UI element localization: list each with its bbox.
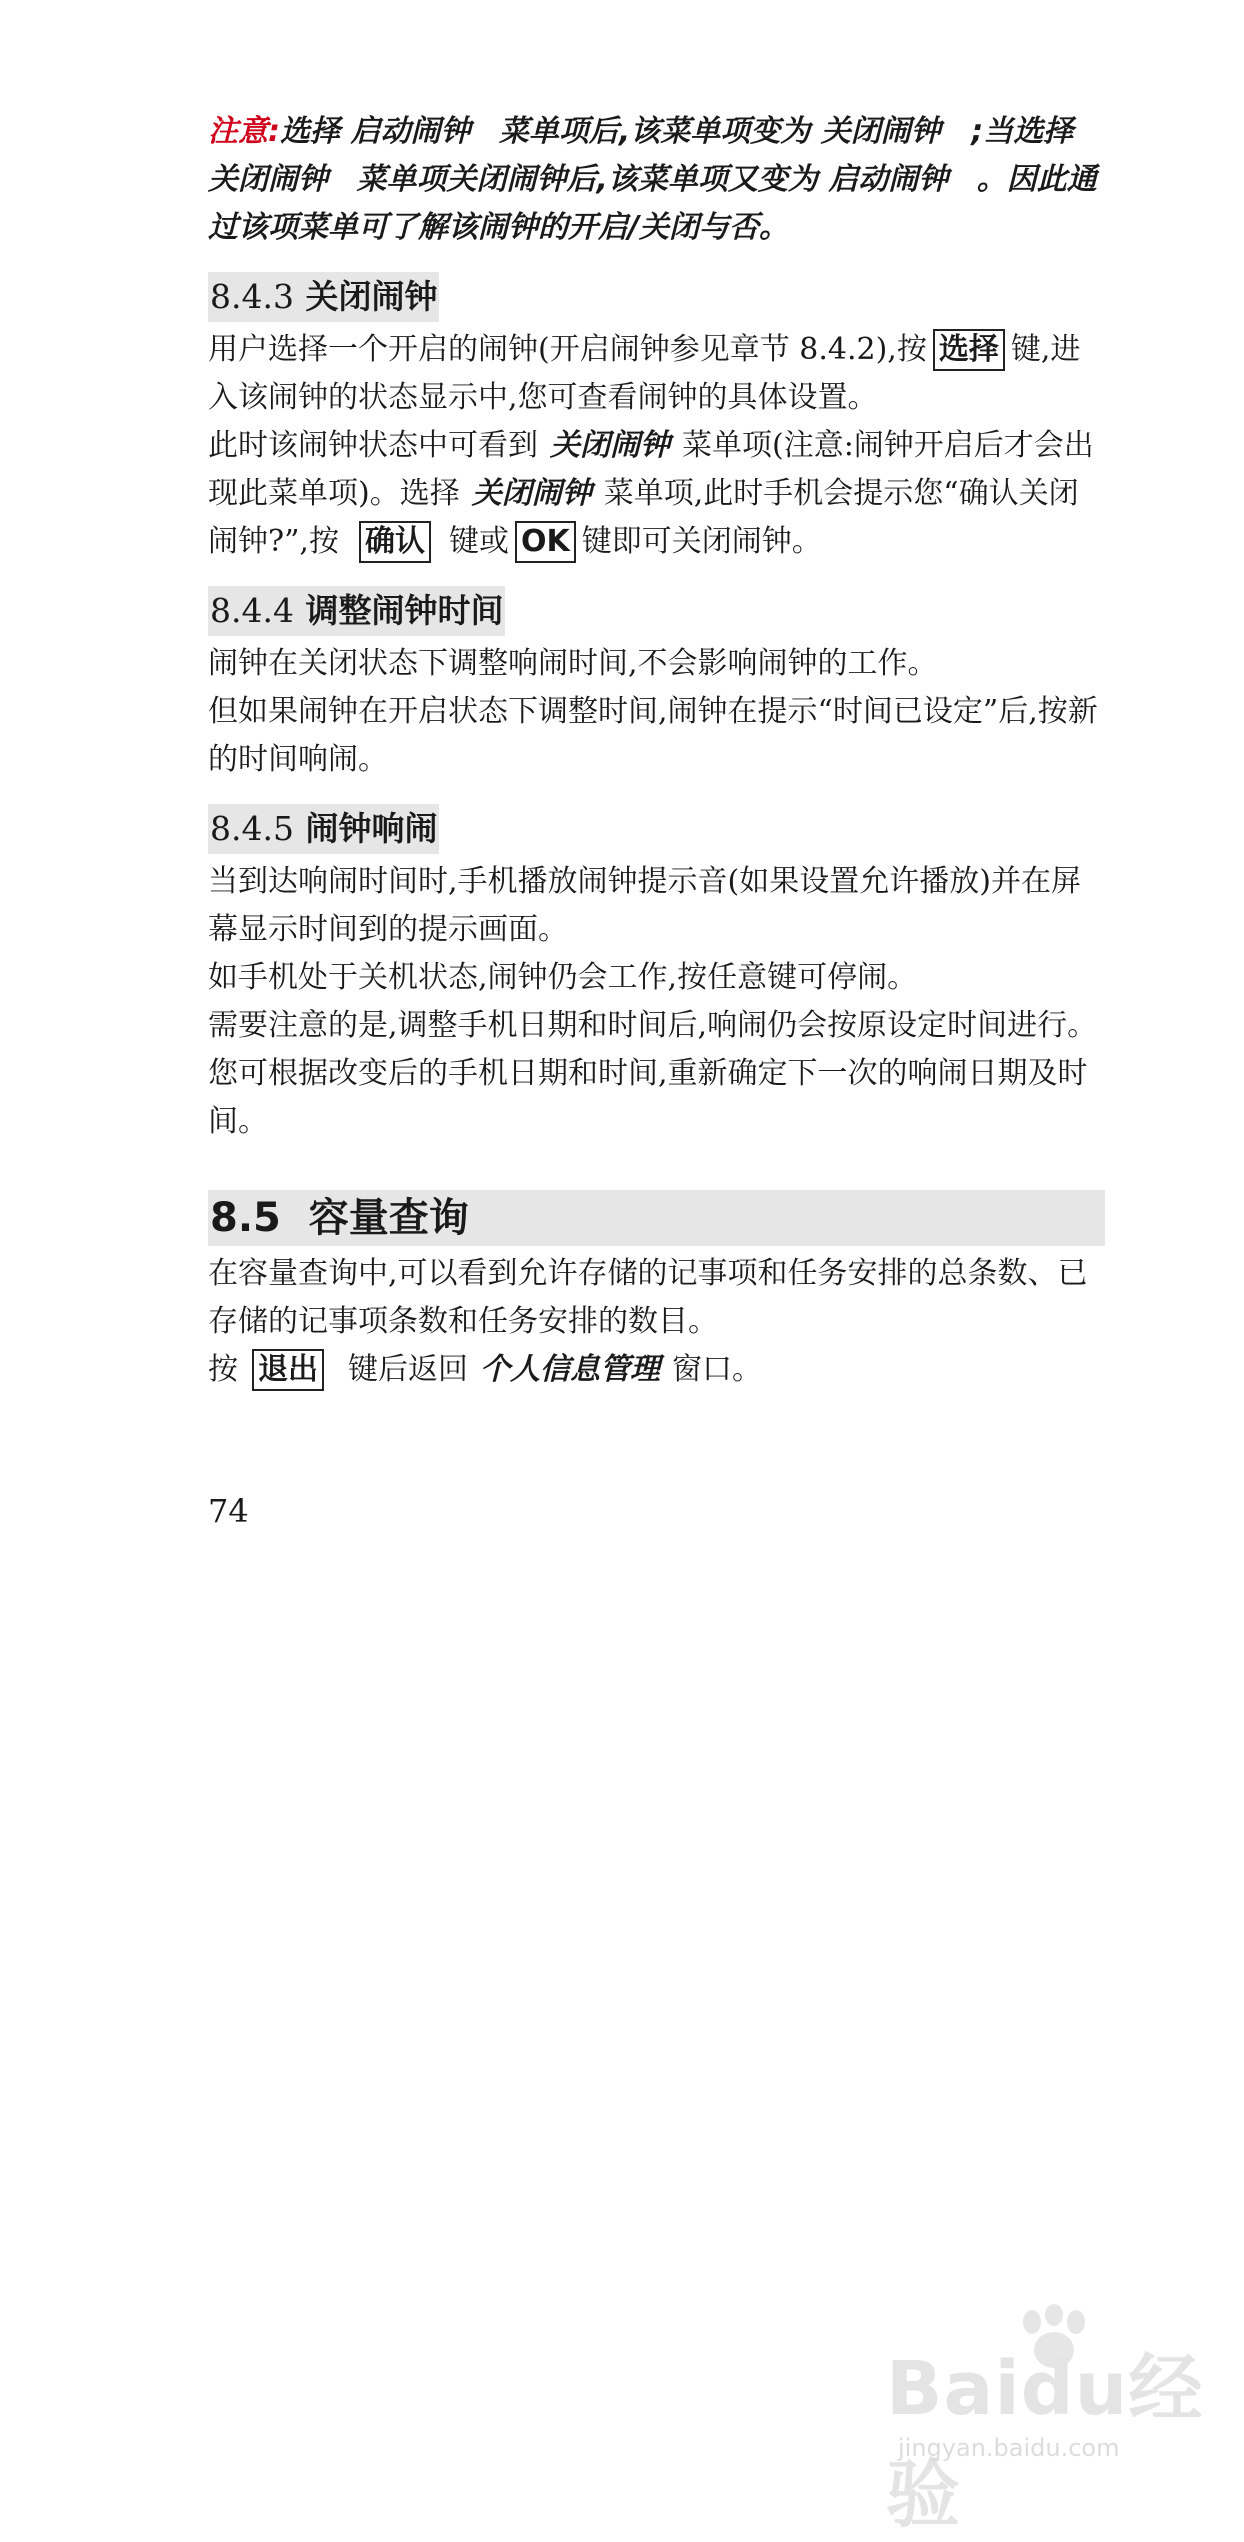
paragraph-8-4-3-a: 用户选择一个开启的闹钟(开启闹钟参见章节 8.4.2),按 选择 键,进入该闹钟的状态显示中,您可查看闹钟的具体设置。 bbox=[208, 326, 1103, 422]
key-confirm: 确认 bbox=[359, 521, 431, 563]
alarm-toggle-note: 注意:选择 启动闹钟 菜单项后,该菜单项变为 关闭闹钟 ;当选择 关闭闹钟 菜单项关闭闹钟后,该菜单项又变为 启动闹钟 。因此通过该项菜单可了解该闹钟的开启/关闭与否。 bbox=[208, 114, 1097, 245]
section-heading-8-5: 8.5 容量查询 bbox=[208, 1190, 1105, 1246]
watermark-logo-text: Baidu经验 bbox=[886, 2346, 1204, 2538]
menu-item-close-alarm: 关闭闹钟 bbox=[550, 428, 670, 463]
key-ok: OK bbox=[515, 521, 576, 563]
menu-item-start-alarm: 启动闹钟 bbox=[350, 114, 471, 149]
section-heading-8-4-3: 8.4.3 关闭闹钟 bbox=[208, 272, 439, 322]
paragraph-8-4-5-c: 需要注意的是,调整手机日期和时间后,响闹仍会按原设定时间进行。您可根据改变后的手机日期和时间,重新确定下一次的响闹日期及时间。 bbox=[208, 1008, 1098, 1139]
menu-item-close-alarm: 关闭闹钟 bbox=[820, 114, 941, 149]
paragraph-8-5-a: 在容量查询中,可以看到允许存储的记事项和任务安排的总条数、已存储的记事项条数和任务安排的数目。 bbox=[208, 1256, 1088, 1339]
section-heading-8-4-5: 8.4.5 闹钟响闹 bbox=[208, 804, 439, 854]
key-exit: 退出 bbox=[252, 1349, 324, 1391]
page-number: 74 bbox=[208, 1492, 249, 1530]
paragraph-8-4-4-b: 但如果闹钟在开启状态下调整时间,闹钟在提示“时间已设定”后,按新的时间响闹。 bbox=[208, 694, 1098, 777]
menu-item-close-alarm: 关闭闹钟 bbox=[471, 476, 592, 511]
watermark-url: jingyan.baidu.com bbox=[898, 2434, 1120, 2462]
paragraph-8-5-b: 按 退出 键后返回 个人信息管理 窗口。 bbox=[208, 1346, 1103, 1394]
note-label: 注意: bbox=[208, 114, 280, 149]
baidu-watermark bbox=[886, 2330, 1206, 2538]
page-body bbox=[208, 108, 1103, 1394]
key-select: 选择 bbox=[933, 329, 1005, 371]
menu-item-personal-info: 个人信息管理 bbox=[480, 1352, 660, 1387]
paragraph-8-4-3-b: 此时该闹钟状态中可看到 关闭闹钟 菜单项(注意:闹钟开启后才会出现此菜单项)。选择 关闭闹钟 菜单项,此时手机会提示您“确认关闭闹钟?”,按 确认 键或 OK 键即可关闭闹钟。 bbox=[208, 422, 1103, 566]
section-heading-8-4-4: 8.4.4 调整闹钟时间 bbox=[208, 586, 505, 636]
paragraph-8-4-5-a: 当到达响闹时间时,手机播放闹钟提示音(如果设置允许播放)并在屏幕显示时间到的提示画面。 bbox=[208, 864, 1081, 947]
paragraph-8-4-5-b: 如手机处于关机状态,闹钟仍会工作,按任意键可停闹。 bbox=[208, 960, 918, 995]
paragraph-8-4-4-a: 闹钟在关闭状态下调整响闹时间,不会影响闹钟的工作。 bbox=[208, 646, 938, 681]
